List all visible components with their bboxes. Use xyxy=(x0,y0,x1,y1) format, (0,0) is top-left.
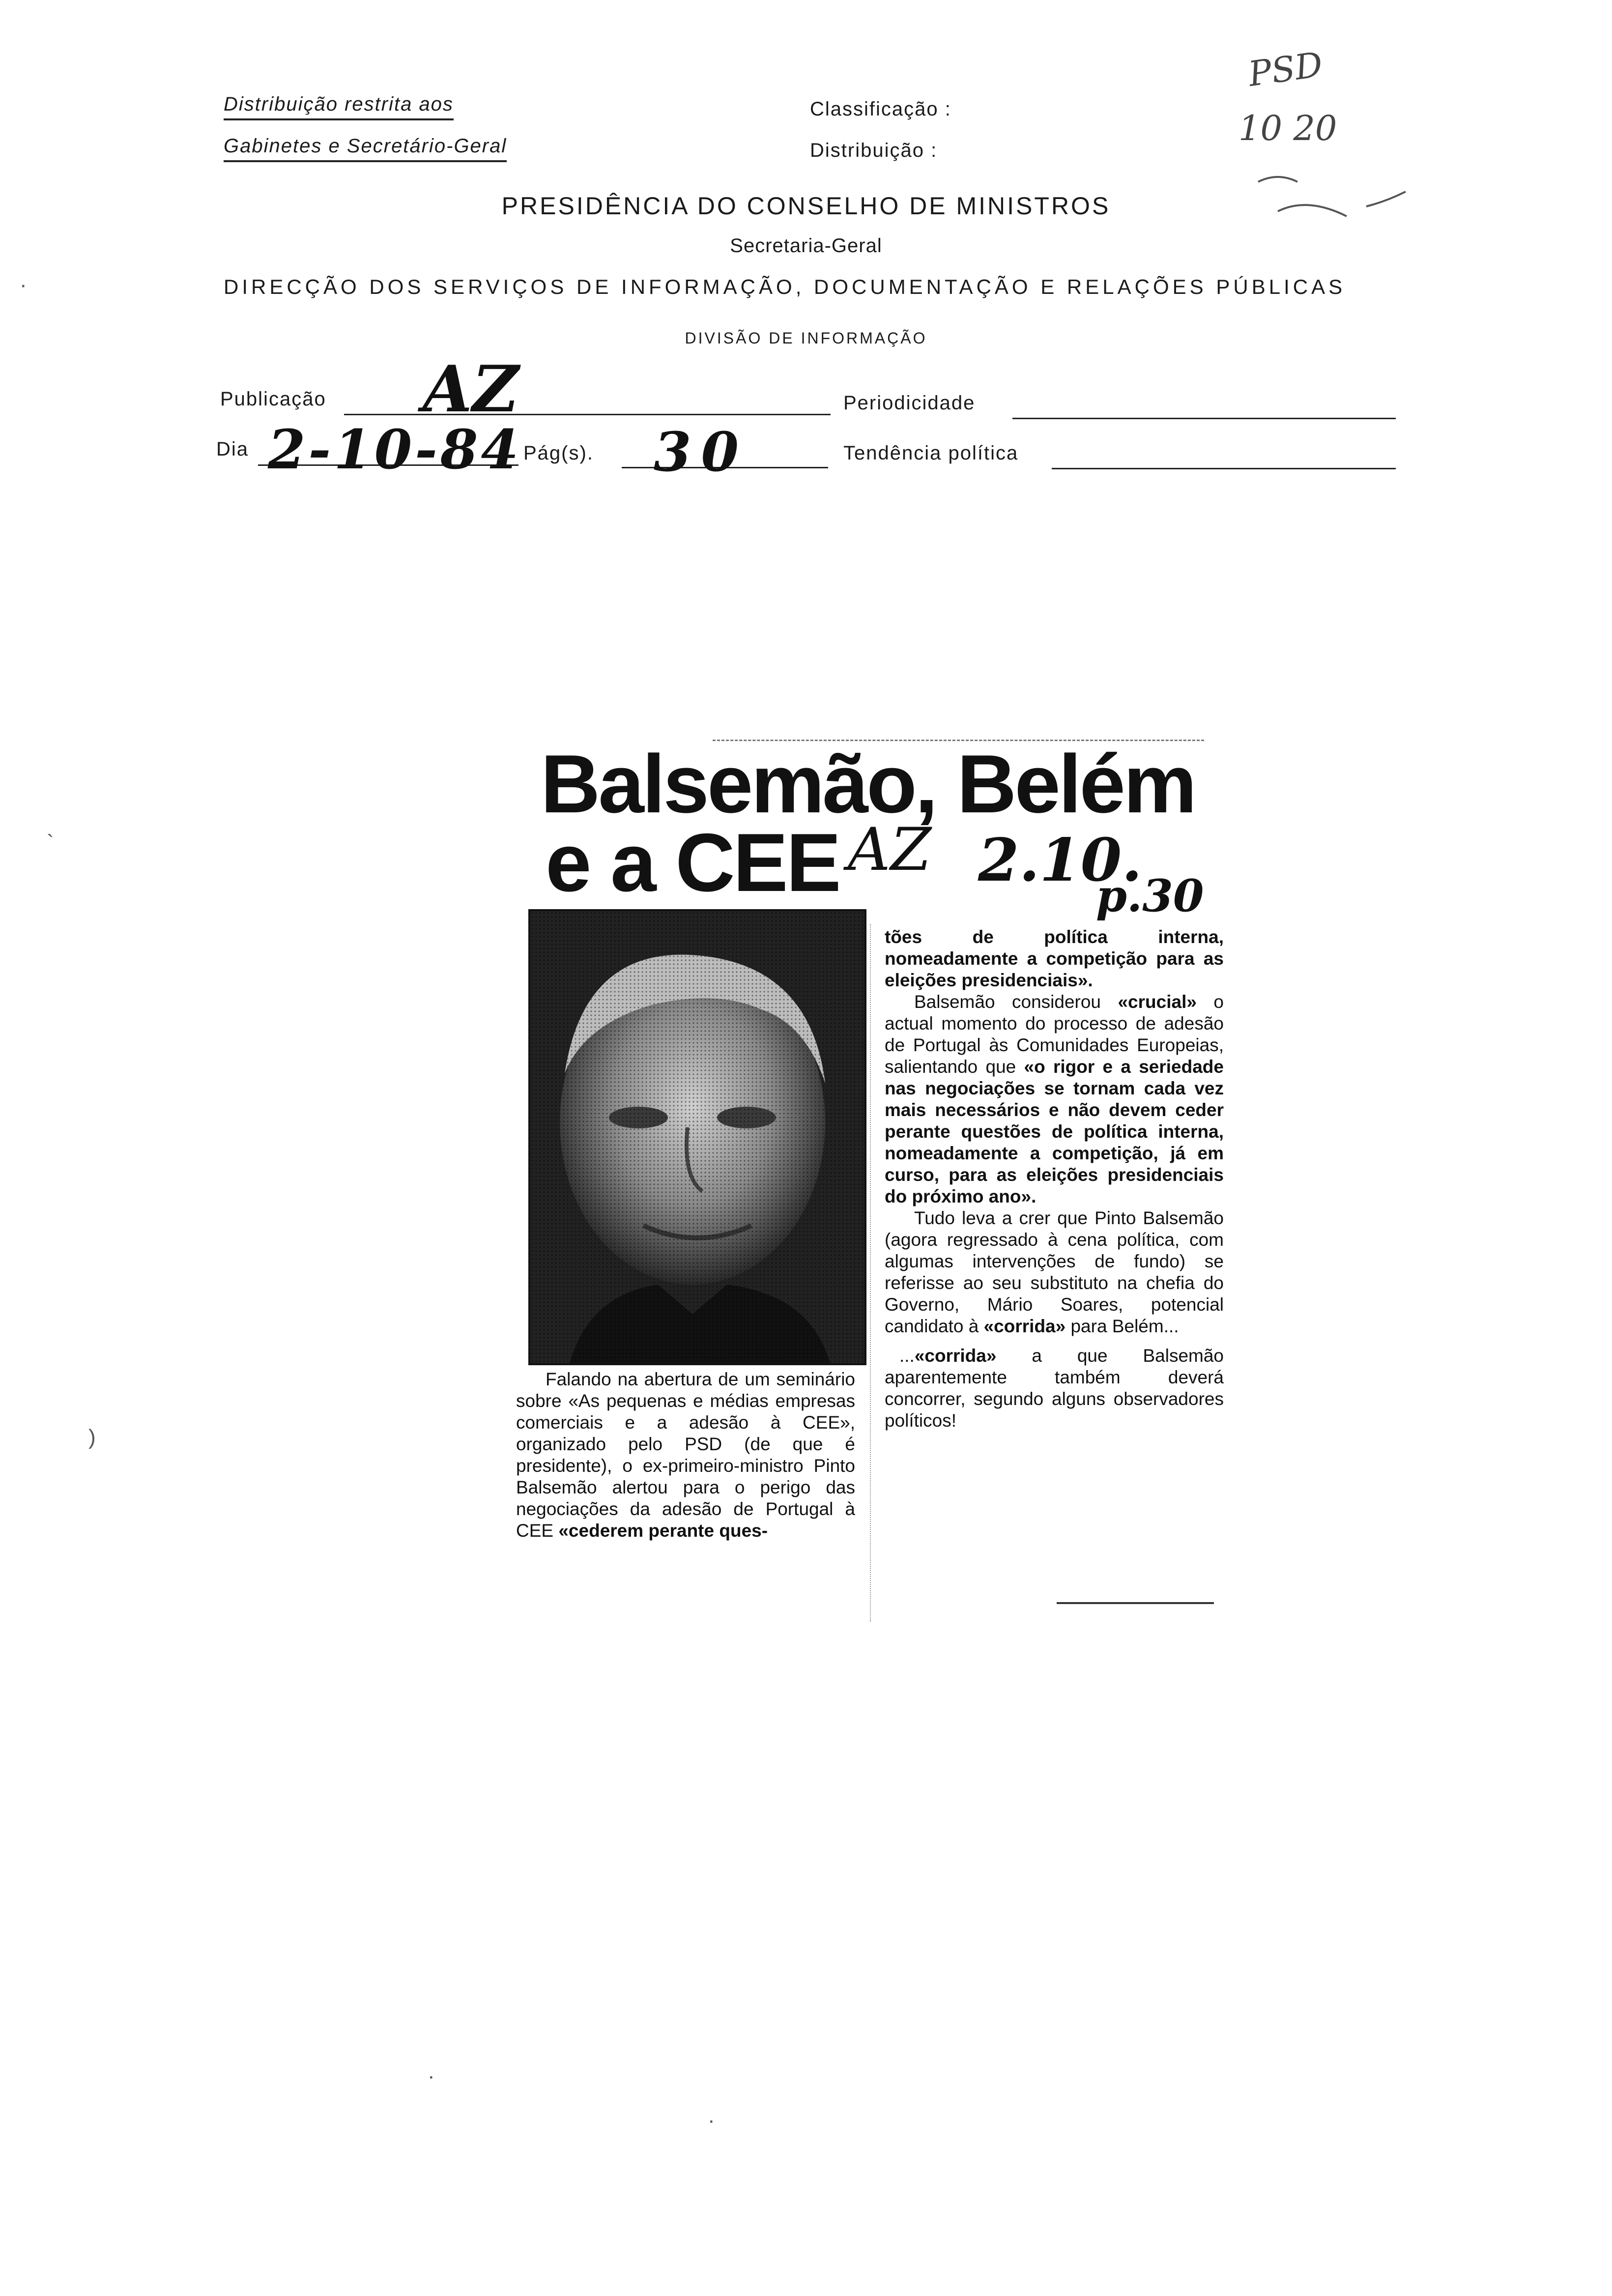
stray-mark-1: ` xyxy=(47,831,54,855)
photo-portrait-image xyxy=(530,911,864,1363)
restricted-distribution-line2 xyxy=(224,135,507,162)
corner-scribble-1: PSD xyxy=(1246,44,1325,95)
classification-label: Classificação : xyxy=(810,98,951,120)
tendency-field-line xyxy=(1052,468,1396,469)
clip-note-1: AZ xyxy=(848,816,932,884)
stray-dot: · xyxy=(20,273,27,297)
stray-mark-2: ) xyxy=(88,1425,96,1449)
day-label: Dia xyxy=(216,438,249,460)
clip-note-2: 2.10. xyxy=(978,826,1143,895)
pages-value: 30 xyxy=(654,420,749,484)
division: DIVISÃO DE INFORMAÇÃO xyxy=(685,329,927,347)
col2-paragraph1: tões de política interna, nomeadamente a competição para as eleições presidenciais». xyxy=(885,927,1224,990)
col2-paragraph3-text-a: Tudo leva a crer que Pinto Balsemão (agora regressado à cena política, com algumas intervenções de fundo) se referisse ao seu substituto na chefia do Governo, Mário Soares, potencial candidato à xyxy=(885,1208,1224,1336)
periodicity-label: Periodicidade xyxy=(843,392,976,414)
org-subtitle: Secretaria-Geral xyxy=(730,235,882,257)
col2-paragraph2-text-a: Balsemão considerou xyxy=(914,992,1118,1012)
col2-paragraph2-text-b: o actual momento do processo de adesão de Portugal às Comunidades Europeias, salientando que xyxy=(885,992,1224,1077)
restricted-distribution-line1 xyxy=(224,93,454,120)
article-headline-line2: e a CEE xyxy=(546,816,839,909)
stray-mark-4: · xyxy=(708,2108,715,2132)
publication-label: Publicação xyxy=(220,388,326,410)
distribution-label: Distribuição : xyxy=(810,140,938,161)
tendency-label: Tendência política xyxy=(843,442,1019,464)
col2-paragraph4-text: a que Balsemão aparentemente também deverá concorrer, segundo alguns observadores políticos! xyxy=(885,1346,1224,1431)
restricted-line2-text: Gabinetes e Secretário-Geral xyxy=(224,135,507,157)
publication-value: AZ xyxy=(423,351,519,427)
col1-paragraph1-emphasis: «cederem perante ques- xyxy=(558,1521,768,1541)
col2-paragraph4-ellipsis: ... xyxy=(899,1346,915,1366)
publication-field-line xyxy=(344,414,831,415)
restricted-line1-text: Distribuição restrita aos xyxy=(224,93,454,115)
col2-paragraph3-text-b: para Belém... xyxy=(1065,1316,1179,1336)
article-headline-line1: Balsemão, Belém xyxy=(541,738,1195,830)
col2-paragraph3-emphasis: «corrida» xyxy=(983,1316,1066,1336)
article-column-1 xyxy=(516,1369,855,1542)
corner-scribble-2: 10 20 xyxy=(1238,108,1337,148)
periodicity-field-line xyxy=(1012,418,1396,419)
article-photo xyxy=(528,909,866,1365)
clipping-bottom-edge xyxy=(1057,1602,1214,1604)
column-divider xyxy=(870,924,871,1622)
day-value: 2-10-84 xyxy=(268,418,521,481)
stray-mark-3: · xyxy=(428,2064,435,2088)
article-column-2 xyxy=(885,926,1224,1432)
col1-paragraph1-text: Falando na abertura de um seminário sobre «As pequenas e médias empresas comerciais e a adesão à CEE», organizado pelo PSD (de que é presidente), o ex-primeiro-ministro Pinto Balsemão alertou para o perigo das negociações da adesão de Portugal à CEE xyxy=(516,1369,855,1541)
org-title: PRESIDÊNCIA DO CONSELHO DE MINISTROS xyxy=(501,192,1111,220)
clip-note-3: p.30 xyxy=(1096,870,1204,922)
col2-paragraph2-emphasis-b: «o rigor e a seriedade nas negociações se tornam cada vez mais necessários e não devem ceder perante questões de política interna, nomeadamente a competição, já em curso, para as eleições presidenciais do próximo ano». xyxy=(885,1057,1224,1206)
pages-label: Pág(s). xyxy=(523,442,594,464)
directorate: DIRECÇÃO DOS SERVIÇOS DE INFORMAÇÃO, DOCUMENTAÇÃO E RELAÇÕES PÚBLICAS xyxy=(224,275,1346,298)
col2-paragraph4-emphasis: «corrida» xyxy=(914,1346,997,1366)
col2-paragraph2-emphasis-a: «crucial» xyxy=(1118,992,1197,1012)
